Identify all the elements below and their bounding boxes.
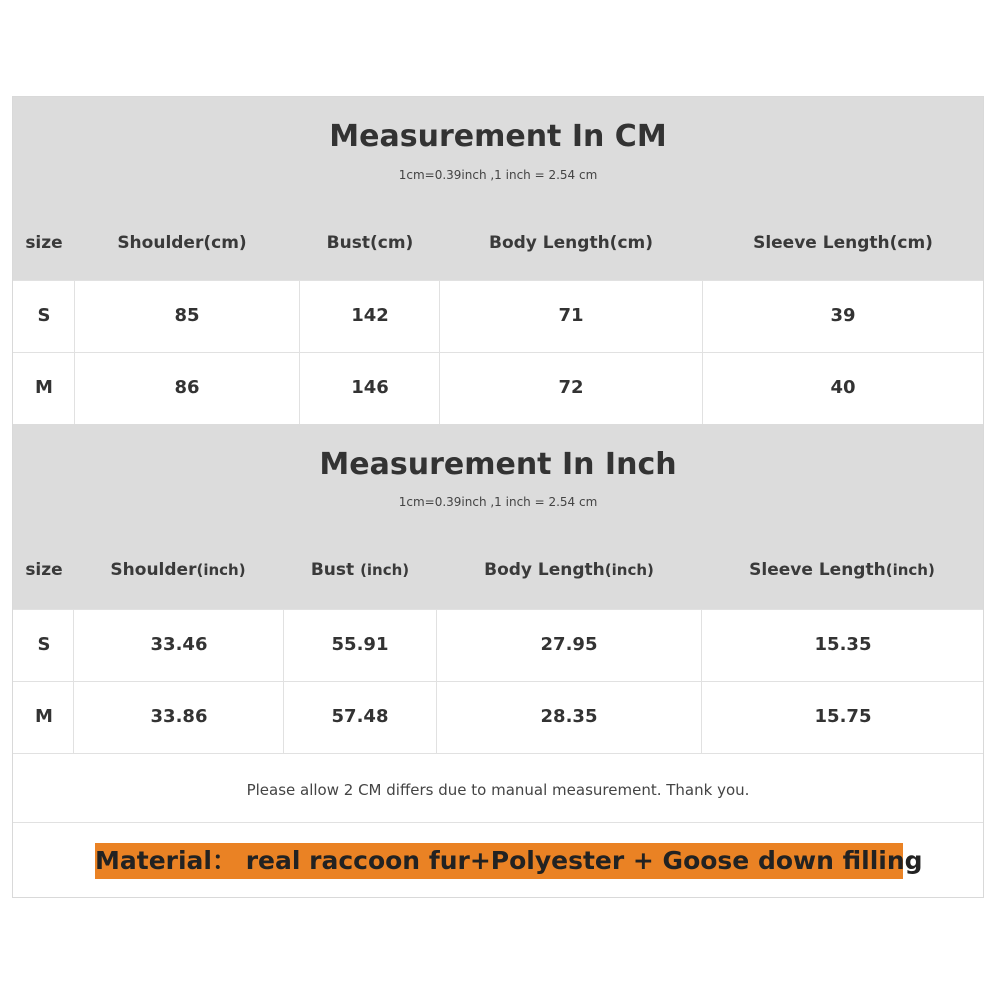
cm-cell-body-length: 71	[558, 305, 584, 326]
inch-cell-shoulder: 33.86	[150, 706, 208, 727]
cm-table-title: Measurement In CM	[329, 119, 667, 154]
inch-header-bust: Bust (inch)	[310, 560, 410, 580]
cm-cell-bust: 142	[351, 305, 389, 326]
cm-cell-body-length: 72	[558, 377, 584, 398]
cm-cell-sleeve-length: 40	[830, 377, 856, 398]
inch-header-shoulder: Shoulder(inch)	[110, 560, 246, 580]
cm-cell-shoulder: 86	[174, 377, 200, 398]
inch-cell-sleeve-length: 15.75	[814, 706, 872, 727]
table-row	[13, 352, 983, 425]
inch-cell-body-length: 28.35	[540, 706, 598, 727]
cm-header-shoulder: Shoulder(cm)	[117, 233, 247, 253]
measurement-note: Please allow 2 CM differs due to manual measurement. Thank you.	[246, 781, 750, 799]
cm-header-sleeve-length: Sleeve Length(cm)	[753, 233, 933, 253]
inch-header-size: size	[25, 560, 63, 580]
table-row	[13, 609, 983, 682]
cm-cell-size: S	[37, 305, 51, 326]
cm-header-body-length: Body Length(cm)	[489, 233, 653, 253]
size-chart	[12, 96, 984, 898]
inch-cell-body-length: 27.95	[540, 634, 598, 655]
table-row	[13, 681, 983, 754]
inch-table-title: Measurement In Inch	[319, 447, 677, 482]
inch-cell-bust: 57.48	[331, 706, 389, 727]
cm-cell-shoulder: 85	[174, 305, 200, 326]
inch-header-sleeve-length: Sleeve Length(inch)	[749, 560, 935, 580]
inch-cell-size: S	[37, 634, 51, 655]
cm-cell-size: M	[35, 377, 53, 398]
cm-cell-sleeve-length: 39	[830, 305, 856, 326]
cm-table-subtitle: 1cm=0.39inch ,1 inch = 2.54 cm	[398, 168, 598, 182]
inch-header-body-length: Body Length(inch)	[484, 560, 654, 580]
cm-header-size: size	[25, 233, 63, 253]
inch-table-subtitle: 1cm=0.39inch ,1 inch = 2.54 cm	[398, 495, 598, 509]
inch-cell-size: M	[35, 706, 53, 727]
table-row	[13, 280, 983, 353]
material-banner: Material： real raccoon fur+Polyester + Goose down filling	[95, 843, 903, 879]
inch-cell-bust: 55.91	[331, 634, 389, 655]
cm-header-bust: Bust(cm)	[326, 233, 414, 253]
inch-cell-shoulder: 33.46	[150, 634, 208, 655]
inch-cell-sleeve-length: 15.35	[814, 634, 872, 655]
cm-cell-bust: 146	[351, 377, 389, 398]
